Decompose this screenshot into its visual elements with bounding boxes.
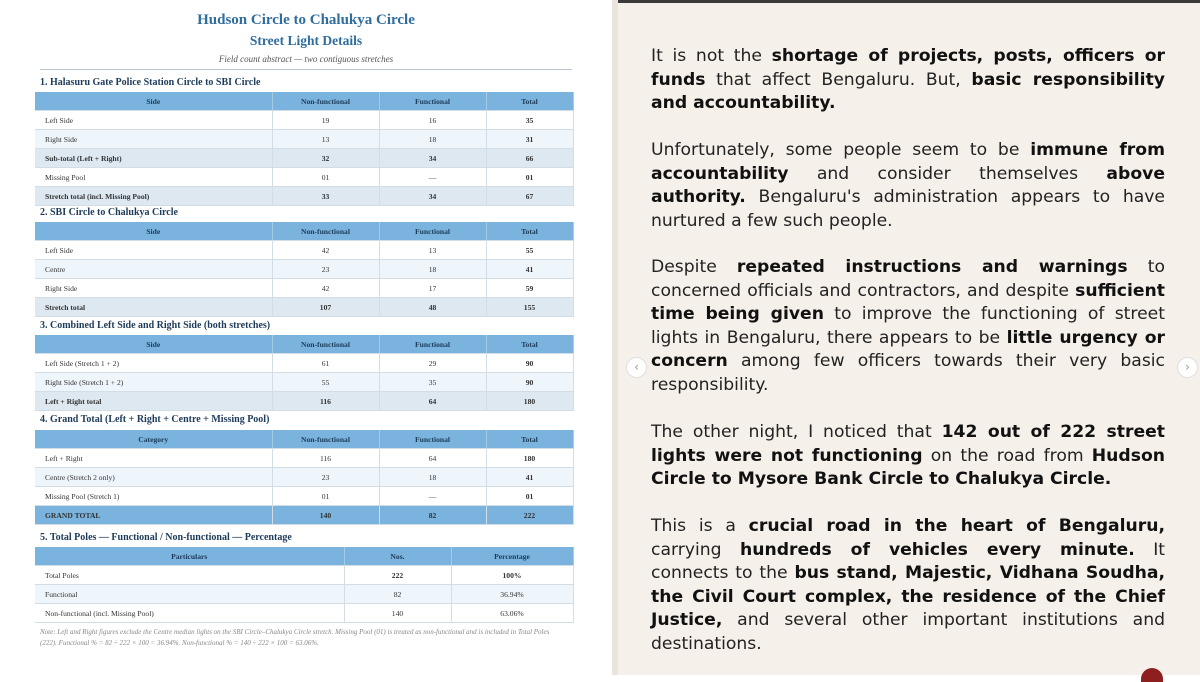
emphasis-text: hundreds of vehicles every minute.: [740, 539, 1135, 560]
post-paragraph-5: [651, 515, 1165, 656]
body-text: This is a: [651, 516, 749, 536]
doc-title: Hudson Circle to Chalukya Circle: [197, 12, 415, 28]
cell: 36.94%: [451, 585, 573, 604]
table-section-2: [35, 222, 574, 317]
cell: 100%: [451, 566, 573, 585]
cell: —: [379, 168, 486, 187]
cell: 107: [272, 298, 379, 317]
body-text: It is not the: [651, 46, 772, 66]
cell: Right Side (Stretch 1 + 2): [35, 373, 272, 392]
cell: Left + Right total: [35, 392, 272, 411]
post-text-panel: [618, 0, 1200, 675]
col-header: Functional: [379, 335, 486, 354]
cell: Stretch total: [35, 298, 272, 317]
post-paragraph-3: [651, 256, 1165, 397]
cell: 155: [486, 298, 573, 317]
col-header: Percentage: [451, 547, 573, 566]
cell: Right Side: [35, 279, 272, 298]
col-header: Side: [35, 222, 272, 241]
cell: GRAND TOTAL: [35, 506, 272, 525]
table-row: [35, 604, 573, 623]
cell: 67: [486, 187, 573, 206]
cell: 59: [486, 279, 573, 298]
cell: 180: [486, 449, 573, 468]
cell: 33: [272, 187, 379, 206]
cell: Left + Right: [35, 449, 272, 468]
cell: Missing Pool (Stretch 1): [35, 487, 272, 506]
cell: 42: [272, 241, 379, 260]
cell: 222: [344, 566, 451, 585]
post-paragraph-2: [651, 139, 1165, 233]
col-header: Category: [35, 430, 272, 449]
cell: 18: [379, 260, 486, 279]
cell: 17: [379, 279, 486, 298]
doc-caption: Field count abstract — two contiguous stretches: [218, 54, 394, 64]
body-text: carrying: [651, 539, 741, 560]
carousel-prev-button[interactable]: ‹: [626, 357, 647, 378]
table-row: [35, 260, 573, 279]
cell: Sub-total (Left + Right): [35, 149, 272, 168]
section-heading-4: 4. Grand Total (Left + Right + Centre + Missing Pool): [40, 414, 270, 425]
col-header: Functional: [379, 430, 486, 449]
cell: 66: [486, 149, 573, 168]
col-header: Total: [486, 222, 573, 241]
section-heading-1: 1. Halasuru Gate Police Station Circle to SBI Circle: [40, 77, 261, 88]
cell: 01: [272, 487, 379, 506]
col-header: Non-functional: [272, 335, 379, 354]
cell: Non-functional (incl. Missing Pool): [35, 604, 344, 623]
emphasis-text: immune from accountability: [651, 140, 1165, 184]
emphasis-text: above authority.: [651, 163, 1165, 207]
table-row: [35, 279, 573, 298]
cell: 55: [272, 373, 379, 392]
col-header: Nos.: [344, 547, 451, 566]
cell: Stretch total (incl. Missing Pool): [35, 187, 272, 206]
table-row: [35, 130, 573, 149]
cell: 18: [379, 468, 486, 487]
table-row: [35, 585, 573, 604]
emphasis-text: Hudson Circle to Mysore Bank Circle to Chalukya Circle.: [651, 445, 1165, 489]
emphasis-text: crucial road in the heart of Bengaluru,: [748, 516, 1165, 536]
emphasis-text: shortage of projects, posts, officers or funds: [651, 46, 1165, 90]
cell: 90: [486, 354, 573, 373]
cell: Left Side: [35, 241, 272, 260]
post-paragraph-1: [651, 45, 1165, 116]
table-row: [35, 149, 573, 168]
cell: 48: [379, 298, 486, 317]
col-header: Side: [35, 335, 272, 354]
body-text: to improve the functioning of street lights in Bengaluru, there appears to be: [651, 304, 1165, 348]
footnote: Note: Left and Right figures exclude the Centre median lights on the SBI Circle–Chalukya Circle stretch. Missing Pool (01) is treated as non-functional and is included in Total Poles (222). Functional % = 82 ÷ 222 × 100 = 36.94%. Non-functional % = 140 ÷ 222 × 100 = 63.06%.: [40, 628, 550, 647]
col-header: Total: [486, 430, 573, 449]
doc-subtitle-main: Street Light Details: [249, 33, 363, 48]
cell: Centre: [35, 260, 272, 279]
cell: 61: [272, 354, 379, 373]
table-section-3: [35, 335, 574, 411]
cell: 180: [486, 392, 573, 411]
emphasis-text: 142 out of 222 street lights were not functioning: [651, 422, 1165, 466]
cell: 13: [379, 241, 486, 260]
table-row: [35, 354, 573, 373]
table-row: [35, 566, 573, 585]
cell: 32: [272, 149, 379, 168]
col-header: Non-functional: [272, 92, 379, 111]
table-row: [35, 487, 573, 506]
cell: 82: [379, 506, 486, 525]
cell: 16: [379, 111, 486, 130]
cell: 01: [486, 487, 573, 506]
cell: 23: [272, 468, 379, 487]
cell: Left Side (Stretch 1 + 2): [35, 354, 272, 373]
cell: 64: [379, 392, 486, 411]
cell: 63.06%: [451, 604, 573, 623]
cell: 29: [379, 354, 486, 373]
table-section-1: [35, 92, 574, 206]
cell: Functional: [35, 585, 344, 604]
cell: 01: [486, 168, 573, 187]
table-row: [35, 392, 573, 411]
col-header: Non-functional: [272, 222, 379, 241]
body-text: Bengaluru's administration appears to have nurtured a few such people.: [651, 187, 1165, 231]
col-header: Total: [486, 92, 573, 111]
table-row: [35, 168, 573, 187]
cell: 13: [272, 130, 379, 149]
section-heading-5: 5. Total Poles — Functional / Non-functional — Percentage: [40, 532, 292, 543]
cell: 82: [344, 585, 451, 604]
body-text: among few officers towards their very basic responsibility.: [651, 351, 1165, 395]
cell: Centre (Stretch 2 only): [35, 468, 272, 487]
cell: Missing Pool: [35, 168, 272, 187]
body-text: Despite: [651, 257, 737, 277]
cell: 140: [344, 604, 451, 623]
cell: 64: [379, 449, 486, 468]
cell: Left Side: [35, 111, 272, 130]
body-text: Unfortunately, some people seem to be: [651, 140, 1031, 160]
emphasis-text: little urgency or concern: [651, 327, 1165, 371]
table-row: [35, 468, 573, 487]
cell: 55: [486, 241, 573, 260]
cell: 31: [486, 130, 573, 149]
cell: 41: [486, 260, 573, 279]
table-row: [35, 187, 573, 206]
cell: 35: [486, 111, 573, 130]
table-row: [35, 449, 573, 468]
cell: 90: [486, 373, 573, 392]
body-text: on the road from: [922, 445, 1092, 466]
table-section-5: [35, 547, 574, 623]
post-paragraph-4: [651, 421, 1165, 492]
body-text: and several other important institutions and destinations.: [651, 610, 1165, 654]
title-divider: [40, 69, 572, 70]
table-row: [35, 506, 573, 525]
table-row: [35, 111, 573, 130]
body-text: It connects to the: [651, 539, 1165, 583]
cell: Total Poles: [35, 566, 344, 585]
emphasis-text: basic responsibility and accountability.: [651, 69, 1165, 113]
cell: —: [379, 487, 486, 506]
cell: 41: [486, 468, 573, 487]
col-header: Functional: [379, 222, 486, 241]
cell: 18: [379, 130, 486, 149]
cell: Right Side: [35, 130, 272, 149]
emphasis-text: sufficient time being given: [651, 280, 1165, 324]
cell: 01: [272, 168, 379, 187]
body-text: that affect Bengaluru. But,: [705, 69, 972, 90]
section-heading-2: 2. SBI Circle to Chalukya Circle: [40, 207, 178, 218]
table-row: [35, 298, 573, 317]
body-text: to concerned officials and contractors, and despite: [651, 257, 1165, 301]
emphasis-text: repeated instructions and warnings: [736, 257, 1128, 277]
cell: 42: [272, 279, 379, 298]
cell: 116: [272, 449, 379, 468]
cell: 23: [272, 260, 379, 279]
cell: 34: [379, 149, 486, 168]
col-header: Particulars: [35, 547, 344, 566]
col-header: Non-functional: [272, 430, 379, 449]
col-header: Functional: [379, 92, 486, 111]
table-section-4: [35, 430, 574, 525]
carousel-next-button[interactable]: ›: [1177, 357, 1198, 378]
table-row: [35, 373, 573, 392]
cell: 35: [379, 373, 486, 392]
emphasis-text: bus stand, Majestic, Vidhana Soudha, the Civil Court complex, the residence of the Chief Justice,: [651, 563, 1165, 630]
cell: 19: [272, 111, 379, 130]
body-text: The other night, I noticed that: [651, 422, 942, 442]
cell: 116: [272, 392, 379, 411]
col-header: Total: [486, 335, 573, 354]
cell: 34: [379, 187, 486, 206]
col-header: Side: [35, 92, 272, 111]
cell: 222: [486, 506, 573, 525]
section-heading-3: 3. Combined Left Side and Right Side (both stretches): [40, 320, 271, 331]
cell: 140: [272, 506, 379, 525]
body-text: and consider themselves: [788, 163, 1107, 184]
table-row: [35, 241, 573, 260]
